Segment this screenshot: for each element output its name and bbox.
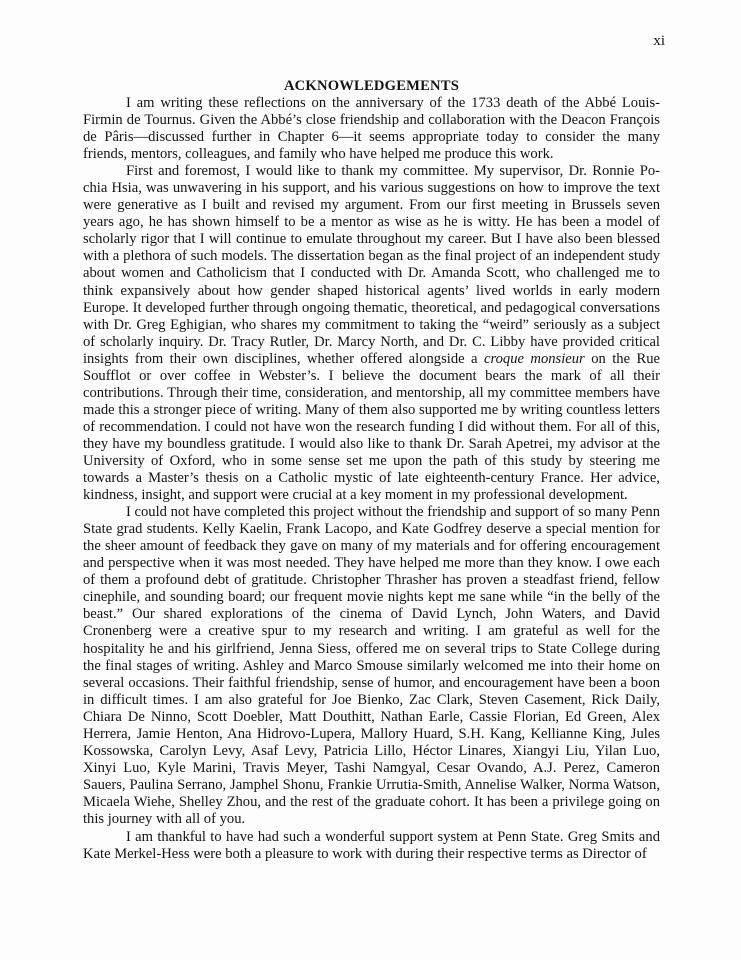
page-title: ACKNOWLEDGEMENTS (283, 78, 460, 94)
page-body (83, 77, 660, 863)
paragraph-opening: I am writing these reflections on the anniversary of the 1733 death of the Abbé Louis-Firmin de Tournus. Given the Abbé’s close friendship and collaboration with the Deacon François de Pâris—discussed further in Chapter 6—it seems appropriate today to consider the many friends, mentors, colleagues, and family who have helped me produce this work. (83, 95, 660, 163)
paragraph-committee (83, 163, 660, 504)
paragraph-committee-text-end: on the Rue Soufflot or over coffee in Webster’s. I believe the document bears the mark of all their contributions. Through their time, consideration, and mentorship, all my committee members have made this a stronger piece of writing. Many of them also supported me by writing countless letters of recommendation. I could not have won the research funding I did without them. For all of this, they have my boundless gratitude. I would also like to thank Dr. Sarah Apetrei, my advisor at the University of Oxford, who in some sense set me upon the path of this study by steering me towards a Master’s thesis on a Catholic mystic of late eighteenth-century France. Her advice, kindness, insight, and support were crucial at a key moment in my professional development. (83, 350, 660, 504)
page-number: xi (653, 33, 665, 49)
paragraph-committee-text-start: First and foremost, I would like to thank my committee. My supervisor, Dr. Ronnie Po-chia Hsia, was unwavering in his support, and his various suggestions on how to improve the text were generative as I built and revised my argument. From our first meeting in Brussels seven years ago, he has shown himself to be a mentor as wise as he is witty. He has been a model of scholarly rigor that I will continue to emulate throughout my career. But I have also been blessed with a plethora of such models. The dissertation began as the final project of an independent study about women and Catholicism that I conducted with Dr. Amanda Scott, who challenged me to think expansively about how gender shaped historical agents’ lived worlds in early modern Europe. It developed further through ongoing thematic, theoretical, and pedagogical conversations with Dr. Greg Eghigian, who shares my commitment to taking the “weird” seriously as a subject of scholarly inquiry. Dr. Tracy Rutler, Dr. Marcy North, and Dr. C. Libby have provided critical insights from their own disciplines, whether offered alongside a (83, 163, 660, 367)
paragraph-friends: I could not have completed this project without the friendship and support of so many Penn State grad students. Kelly Kaelin, Frank Lacopo, and Kate Godfrey deserve a special mention for the sheer amount of feedback they gave on many of my materials and for offering encouragement and perspective when it was most needed. They have helped me more than they know. I owe each of them a profound debt of gratitude. Christopher Thrasher has proven a steadfast friend, fellow cinephile, and sounding board; our frequent movie nights kept me sane while “in the belly of the beast.” Our shared explorations of the cinema of David Lynch, John Waters, and David Cronenberg were a creative spur to my research and writing. I am grateful as well for the hospitality he and his girlfriend, Jenna Siess, offered me on several trips to State College during the final stages of writing. Ashley and Marco Smouse similarly welcomed me into their home on several occasions. Their faithful friendship, sense of humor, and encouragement have been a boon in difficult times. I am also grateful for Joe Bienko, Zac Clark, Steven Casement, Rick Daily, Chiara De Ninno, Scott Doebler, Matt Douthitt, Nathan Earle, Cassie Florian, Ed Green, Alex Herrera, Jamie Henton, Ana Hidrovo-Lupera, Mallory Huard, S.H. Kang, Kellianne King, Jules Kossowska, Carolyn Levy, Asaf Levy, Patricia Lillo, Héctor Linares, Xiangyi Liu, Yilan Luo, Xinyi Luo, Kyle Marini, Travis Meyer, Tashi Namgyal, Cesar Ovando, A.J. Perez, Cameron Sauers, Paulina Serrano, Jamphel Shonu, Frankie Urrutia-Smith, Annelise Walker, Norma Watson, Micaela Wiehe, Shelley Zhou, and the rest of the graduate cohort. It has been a privilege going on this journey with all of you. (83, 504, 660, 827)
paragraph-support-system: I am thankful to have had such a wonderful support system at Penn State. Greg Smits and Kate Merkel-Hess were both a pleasure to work with during their respective terms as Director of (83, 829, 660, 863)
italic-phrase: croque monsieur (483, 350, 585, 367)
